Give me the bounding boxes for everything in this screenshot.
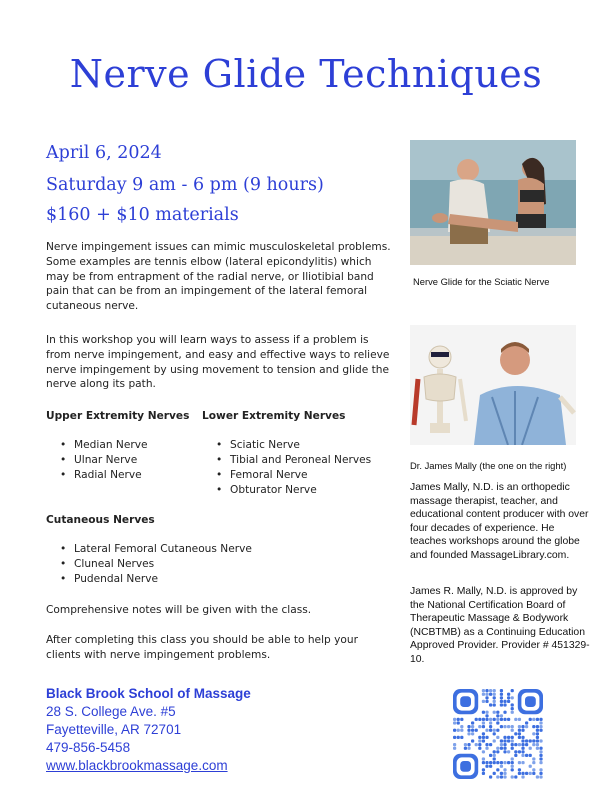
qr-code-icon[interactable] [453, 689, 543, 779]
list-item: • Sciatic Nerve [202, 438, 402, 453]
bio-paragraph: James Mally, N.D. is an orthopedic massage therapist, teacher, and educational content producer with over four decades of experience. He teaches workshops around the globe and founded MassageLibrary.com. [410, 482, 589, 561]
dr-mally-photo [410, 325, 576, 445]
page-title: Nerve Glide Techniques [69, 52, 543, 96]
list-item: • Lateral Femoral Cutaneous Nerve [46, 542, 346, 557]
school-address-line1: 28 S. College Ave. #5 [46, 704, 176, 719]
school-phone: 479-856-5458 [46, 740, 131, 755]
school-contact [46, 685, 251, 775]
school-website-link[interactable]: www.blackbrookmassage.com [46, 758, 228, 773]
upper-extremity-list [46, 438, 196, 483]
lower-extremity-heading: Lower Extremity Nerves [202, 410, 346, 422]
workshop-paragraph: In this workshop you will learn ways to assess if a problem is from nerve impingement, and easy and effective ways to relieve nerve impingement by using movement to tension and glide the nerve along its path. [46, 334, 390, 391]
list-item: • Femoral Nerve [202, 468, 402, 483]
event-time: Saturday 9 am - 6 pm (9 hours) [46, 175, 324, 195]
approval-paragraph: James R. Mally, N.D. is approved by the National Certification Board of Therapeutic Massage & Bodywork (NCBTMB) as a Continuing Education Approved Provider. Provider # 451329-10. [410, 586, 590, 665]
list-item: • Radial Nerve [46, 468, 196, 483]
event-price: $160 + $10 materials [46, 205, 239, 225]
sciatic-nerve-glide-photo [410, 140, 576, 265]
intro-paragraph: Nerve impingement issues can mimic musculoskeletal problems. Some examples are tennis elbow (lateral epicondylitis) which may be from entrapment of the radial nerve, or Iliotibial band pain that can be from an impingement of the lateral femoral cutaneous nerve. [46, 241, 391, 313]
photo1-caption: Nerve Glide for the Sciatic Nerve [413, 276, 550, 287]
photo2-caption: Dr. James Mally (the one on the right) [410, 460, 567, 471]
school-address-line2: Fayetteville, AR 72701 [46, 722, 182, 737]
list-item: • Pudendal Nerve [46, 572, 346, 587]
cutaneous-list [46, 542, 346, 587]
notes-paragraph: Comprehensive notes will be given with the class. [46, 604, 312, 616]
lower-extremity-list [202, 438, 402, 498]
cutaneous-section [46, 514, 346, 587]
list-item: • Median Nerve [46, 438, 196, 453]
cutaneous-heading: Cutaneous Nerves [46, 514, 155, 526]
upper-extremity-heading: Upper Extremity Nerves [46, 410, 190, 422]
list-item: • Cluneal Nerves [46, 557, 346, 572]
event-date: April 6, 2024 [46, 143, 162, 163]
upper-extremity-section [46, 410, 196, 483]
list-item: • Tibial and Peroneal Nerves [202, 453, 402, 468]
lower-extremity-section [202, 410, 402, 498]
outcome-paragraph: After completing this class you should be able to help your clients with nerve impingement problems. [46, 634, 358, 661]
school-name: Black Brook School of Massage [46, 686, 251, 701]
list-item: • Obturator Nerve [202, 483, 402, 498]
list-item: • Ulnar Nerve [46, 453, 196, 468]
